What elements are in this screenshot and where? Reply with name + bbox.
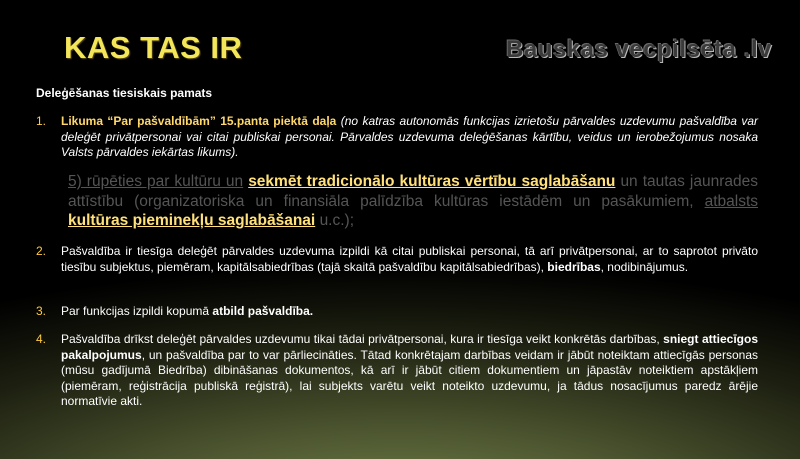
list-item — [36, 114, 758, 161]
list-item — [36, 244, 758, 275]
item-text: , nodibinājumus. — [600, 259, 689, 274]
brand-logo-text: Bauskas vecpilsēta .lv — [506, 36, 772, 63]
quoted-function-text — [68, 172, 758, 231]
quote-part: 5) rūpēties par kultūru un — [68, 173, 244, 190]
item-text: Pašvaldība drīkst deleģēt pārvaldes uzdevumu tikai tādai privātpersonai, kura ir tiesīga veikt konkrētās darbības, — [61, 332, 660, 346]
section-subtitle: Deleģēšanas tiesiskais pamats — [36, 86, 213, 100]
law-reference: Likuma “Par pašvaldībām” 15.panta piektā daļa — [61, 114, 337, 128]
slide-title: KAS TAS IR — [64, 30, 243, 65]
law-quote-text: (no katras autonomās funkcijas izrietošu pārvaldes uzdevumu pašvaldība var deleģēt privātpersonai vai citai publiskai personai. Pārvaldes uzdevuma deleģēšanas kārtību, veidus un ierobežojumus nosaka Valsts pārvaldes iekārtas likums). — [61, 114, 759, 159]
item-number: 2. — [36, 244, 47, 258]
item-number: 1. — [36, 114, 47, 128]
item-bold: biedrības — [547, 259, 601, 274]
quote-part: u.c.); — [319, 212, 355, 229]
item-bold: atbild pašvaldība. — [212, 304, 314, 318]
list-item — [36, 332, 758, 410]
item-bold: sniegt attiecīgos pakalpojumus — [61, 332, 758, 362]
item-text: , un pašvaldība par to var pārliecināties. Tātad konkrētajam darbības veidam ir jābūt noteiktam attiecīgās personas (mūsu gadījumā Biedrība) dibināšanas dokumentos, kā arī ir jābūt citiem dokumentiem un jāpastāv noteiktiem apstākļiem (piemēram, reģistrācija publiskā reģistrā), lai subjekts varētu veikt noteikto uzdevumu, ja tādus nosacījumus paredz ārējie normatīvie akti. — [61, 347, 758, 408]
quote-highlight: kultūras pieminekļu saglabāšanai — [68, 212, 316, 229]
quote-part: atbalsts — [704, 192, 758, 210]
quote-highlight: sekmēt tradicionālo kultūras vērtību saglabāšanu — [248, 173, 616, 190]
item-number: 4. — [36, 332, 47, 346]
item-text: Par funkcijas izpildi kopumā — [61, 304, 210, 318]
item-text: Pašvaldība ir tiesīga deleģēt pārvaldes uzdevuma izpildi kā citai publiskai personai, tā arī privātpersonai, ar to saprotot privāto tiesību subjektus, piemēram, kapitālsabiedrības (tajā skaitā pašvaldību kapitālsabiedrības), — [61, 244, 758, 274]
item-number: 3. — [36, 304, 47, 318]
list-item — [36, 304, 758, 320]
quote-part: un tautas jaunrades attīstību (organizatoriska un finansiāla palīdzība kultūras iestādēm un pasākumiem, — [68, 173, 759, 210]
